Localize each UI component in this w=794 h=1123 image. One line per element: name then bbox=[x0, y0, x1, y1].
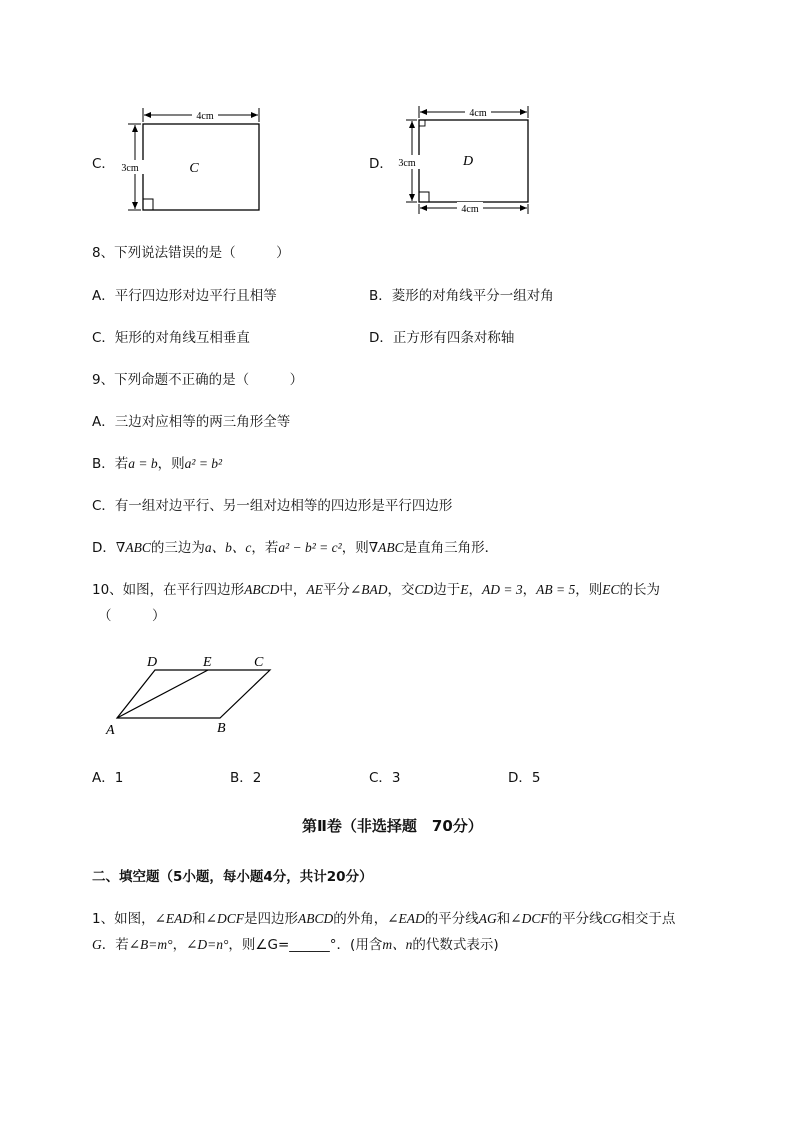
c-side-dim: 3cm bbox=[121, 163, 139, 174]
rectangle-c-figure bbox=[110, 100, 280, 220]
fig-label-D: D bbox=[147, 655, 158, 670]
q10-v7: AB = 5 bbox=[536, 582, 576, 597]
fill1-l2-v3: ∠D=n° bbox=[186, 937, 229, 952]
fig-label-C: C bbox=[254, 655, 264, 670]
fill1-v5: AG bbox=[478, 911, 497, 926]
q9-d-tri1: ∇ABC bbox=[115, 540, 151, 555]
d-top-dim: 4cm bbox=[469, 108, 487, 119]
q9-d-mid2: ，若 bbox=[251, 540, 279, 556]
q10-v1: ABCD bbox=[244, 582, 280, 597]
fill1-p7: 的平分线 bbox=[548, 911, 603, 927]
fill1-line2 bbox=[92, 933, 499, 953]
fill1-p3: 是四边形 bbox=[243, 911, 298, 927]
fill1-l2-p5: 的代数式表示) bbox=[412, 937, 499, 953]
fill1-v2: ∠DCF bbox=[205, 911, 244, 926]
fill1-p1: 1、如图， bbox=[92, 911, 155, 927]
q10-v2: AE bbox=[306, 582, 323, 597]
q10-p4: ，交 bbox=[387, 582, 415, 598]
fill1-l2-v4: ∠G=______° bbox=[255, 937, 337, 953]
q9-option-d bbox=[92, 536, 498, 556]
q9-option-b bbox=[92, 452, 222, 472]
fill1-v7: CG bbox=[602, 911, 622, 926]
fill1-p5: 的平分线 bbox=[424, 911, 479, 927]
q10-p9: 的长为 bbox=[619, 582, 660, 598]
fill1-p4: 的外角， bbox=[333, 911, 388, 927]
c-letter: C bbox=[189, 161, 199, 176]
fill1-v6: ∠DCF bbox=[510, 911, 549, 926]
q10-v4: CD bbox=[414, 582, 434, 597]
q10-v5: E bbox=[460, 582, 469, 597]
q9-d-prefix: D． bbox=[92, 540, 116, 556]
fig-label-A: A bbox=[106, 723, 115, 738]
d-letter: D bbox=[462, 154, 474, 169]
q9-b-mid: ，则 bbox=[157, 456, 185, 472]
fig-label-E: E bbox=[203, 655, 212, 670]
fill1-line1 bbox=[92, 907, 675, 927]
fill1-l2-p1: ．若 bbox=[101, 937, 129, 953]
rectangle-d-figure bbox=[390, 100, 550, 220]
q8-option-a: A．平行四边形对边平行且相等 bbox=[92, 288, 277, 304]
q9-option-c: C．有一组对边平行、另一组对边相等的四边形是平行四边形 bbox=[92, 498, 453, 514]
q9-b-eq1: a = b bbox=[128, 456, 158, 471]
q9-option-a: A．三边对应相等的两三角形全等 bbox=[92, 414, 291, 430]
fill1-p8: 相交于点 bbox=[621, 911, 676, 927]
q10-option-c: C．3 bbox=[369, 770, 401, 786]
section-2-title: 第Ⅱ卷（非选择题 70分） bbox=[302, 817, 483, 835]
q8-option-b: B．菱形的对角线平分一组对角 bbox=[369, 288, 554, 304]
parallelogram-figure bbox=[100, 650, 290, 740]
fill1-v3: ABCD bbox=[297, 911, 334, 926]
q10-p3: 平分 bbox=[322, 582, 350, 598]
q8-option-d: D．正方形有四条对称轴 bbox=[369, 330, 515, 346]
q10-p7: ， bbox=[522, 582, 537, 598]
q10-v6: AD = 3 bbox=[482, 582, 523, 597]
fill1-l2-v2: ∠B=m° bbox=[128, 937, 173, 952]
q8-stem: 8、下列说法错误的是（ ） bbox=[92, 245, 290, 261]
q9-b-eq2: a² = b² bbox=[184, 456, 223, 471]
fill1-v1: ∠EAD bbox=[154, 911, 193, 926]
option-c-label: C． bbox=[92, 156, 115, 172]
q10-p1: 10、如图，在平行四边形 bbox=[92, 582, 245, 598]
q10-answer-parens: （ ） bbox=[98, 608, 166, 624]
section-2-heading: 二、填空题（5小题，每小题4分，共计20分） bbox=[92, 869, 373, 885]
c-top-dim: 4cm bbox=[196, 111, 214, 122]
q9-d-mid3: ，则 bbox=[341, 540, 369, 556]
q10-option-d: D．5 bbox=[508, 770, 541, 786]
option-d-label: D． bbox=[369, 156, 393, 172]
fill1-p6: 和 bbox=[496, 911, 511, 927]
q9-d-eq: a² − b² = c² bbox=[278, 540, 342, 555]
fill1-l2-p2: ， bbox=[172, 937, 187, 953]
q10-stem bbox=[92, 578, 660, 598]
q10-p6: ， bbox=[468, 582, 483, 598]
q9-b-prefix: B．若 bbox=[92, 456, 129, 472]
d-bottom-dim: 4cm bbox=[461, 204, 479, 215]
fill1-l2-p4: ．(用含 bbox=[336, 937, 383, 953]
q10-p5: 边于 bbox=[433, 582, 461, 598]
q10-p2: 中， bbox=[279, 582, 307, 598]
q10-option-b: B．2 bbox=[230, 770, 262, 786]
d-side-dim: 3cm bbox=[398, 158, 416, 169]
q10-p8: ，则 bbox=[575, 582, 603, 598]
q10-option-a: A．1 bbox=[92, 770, 124, 786]
fill1-p2: 和 bbox=[192, 911, 206, 927]
q9-d-vars: a、b、c bbox=[204, 540, 252, 555]
q9-stem: 9、下列命题不正确的是（ ） bbox=[92, 372, 304, 388]
q10-v3: ∠BAD bbox=[349, 582, 388, 597]
fig-label-B: B bbox=[217, 721, 226, 736]
q8-option-c: C．矩形的对角线互相垂直 bbox=[92, 330, 250, 346]
fill1-l2-p3: ，则 bbox=[228, 937, 256, 953]
fill1-v4: ∠EAD bbox=[387, 911, 425, 926]
fill1-l2-v1: G bbox=[92, 937, 102, 952]
fill1-l2-v5: m、n bbox=[382, 937, 413, 952]
q9-d-mid1: 的三边为 bbox=[150, 540, 205, 556]
q9-d-tri2: ∇ABC bbox=[368, 540, 404, 555]
q9-d-suffix: 是直角三角形． bbox=[403, 540, 499, 556]
q10-v8: EC bbox=[602, 582, 620, 597]
